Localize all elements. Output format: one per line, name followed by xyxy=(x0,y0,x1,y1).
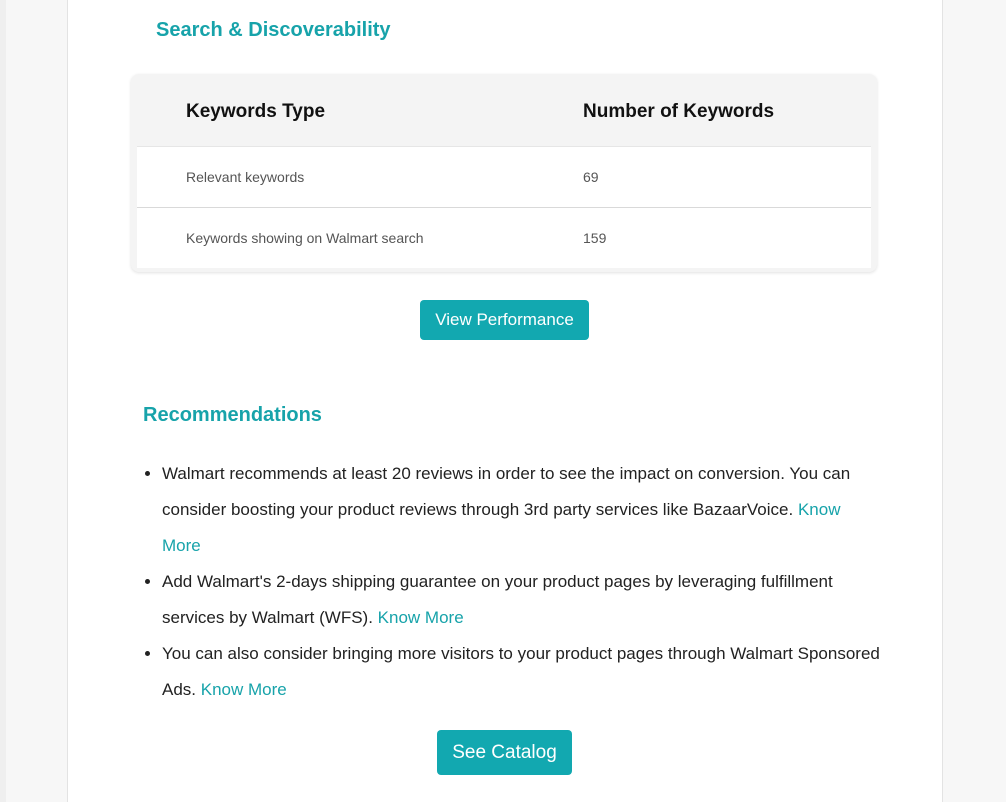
see-catalog-button[interactable]: See Catalog xyxy=(437,730,572,775)
recommendation-text: Walmart recommends at least 20 reviews in order to see the impact on conversion. You can consider boosting your product reviews through 3rd party services like BazaarVoice. xyxy=(162,464,851,519)
keyword-count-cell: 69 xyxy=(583,169,599,185)
know-more-link[interactable]: Know More xyxy=(162,500,841,555)
left-gutter xyxy=(0,0,6,802)
keyword-type-cell: Keywords showing on Walmart search xyxy=(186,230,424,246)
recommendation-text: Add Walmart's 2-days shipping guarantee on your product pages by leveraging fulfillment services by Walmart (WFS). xyxy=(162,572,833,627)
list-item xyxy=(162,564,882,636)
keywords-table xyxy=(131,74,877,272)
keyword-type-cell: Relevant keywords xyxy=(186,169,305,185)
search-discoverability-title: Search & Discoverability xyxy=(156,19,391,41)
know-more-link[interactable]: Know More xyxy=(200,680,287,699)
report-card xyxy=(67,0,943,802)
table-row xyxy=(137,207,871,268)
view-performance-button[interactable]: View Performance xyxy=(420,300,589,340)
recommendations-title: Recommendations xyxy=(143,404,322,426)
know-more-link[interactable]: Know More xyxy=(377,608,464,627)
recommendation-text: You can also consider bringing more visitors to your product pages through Walmart Sponsored Ads. xyxy=(162,644,880,699)
list-item xyxy=(162,456,882,564)
column-header-keywords-type: Keywords Type xyxy=(186,101,326,122)
column-header-number-of-keywords: Number of Keywords xyxy=(583,101,775,122)
recommendations-list xyxy=(144,456,882,708)
keywords-table-body xyxy=(137,146,871,268)
keywords-table-header xyxy=(131,74,877,146)
list-item xyxy=(162,636,882,708)
keyword-count-cell: 159 xyxy=(583,230,607,246)
table-row xyxy=(137,146,871,207)
